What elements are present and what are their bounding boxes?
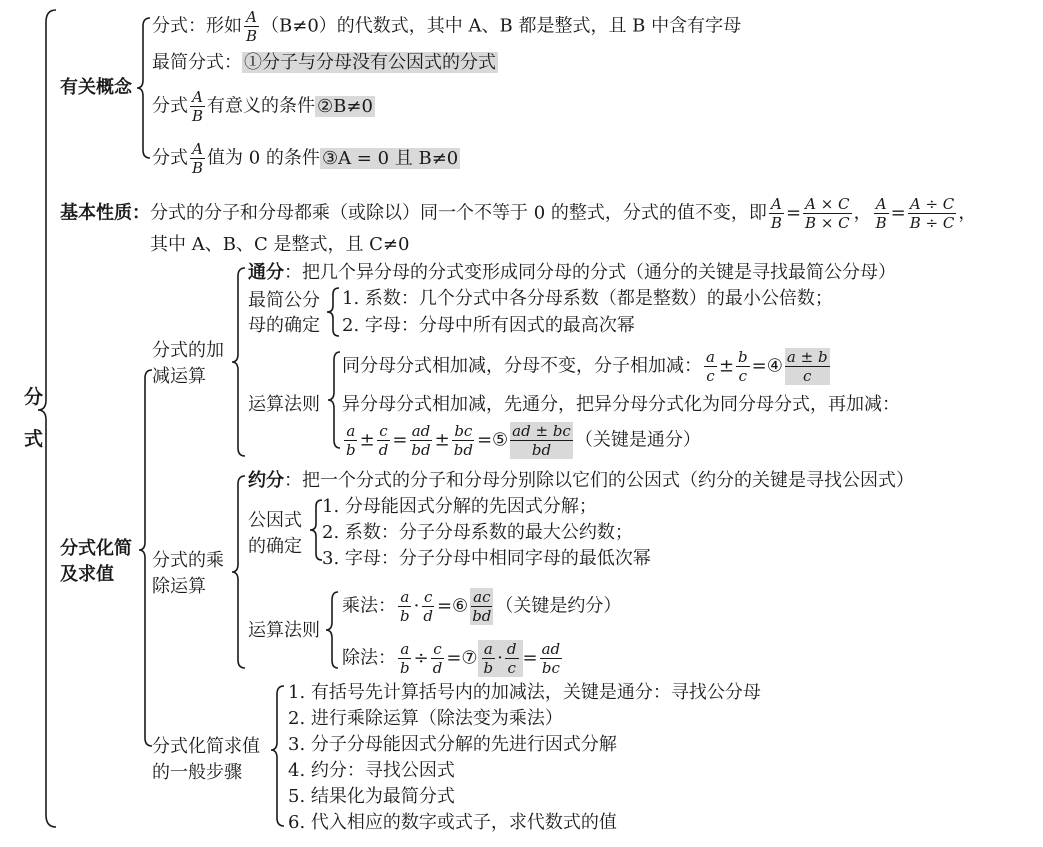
zero-line: [152, 140, 460, 177]
step-item: 2. 进行乘除运算（除法变为乘法）: [288, 708, 563, 729]
muldiv-rule-brace: [326, 592, 338, 668]
simplest-line: [152, 50, 498, 76]
root-label-2: 式: [24, 428, 44, 450]
muldiv-title-1: 分式的乘: [152, 550, 224, 571]
addsub-title-2: 减运算: [152, 366, 206, 387]
zero-answer: ③A = 0 且 B≠0: [321, 147, 459, 169]
meaningful-answer: ②B≠0: [317, 95, 373, 117]
root-brace: [38, 10, 56, 827]
addsub-rule-label: 运算法则: [248, 394, 320, 415]
gcf-brace: [310, 500, 322, 560]
step-item: 1. 有括号先计算括号内的加减法，关键是通分：寻找公分母: [288, 682, 761, 703]
lcd-title-1: 最简公分: [248, 290, 320, 311]
step-item: 3. 分子分母能因式分解的先进行因式分解: [288, 734, 617, 755]
lcd-title-2: 母的确定: [248, 315, 320, 336]
steps-title-1: 分式化简求值: [152, 736, 260, 757]
diff-denominator-text: 异分母分式相加减，先通分，把异分母分式化为同分母分式，再加减：: [342, 394, 900, 415]
diff-answer: $\frac{ad \pm bc}{bd}$: [512, 422, 571, 459]
answer-marker-6: ⑥: [452, 595, 469, 617]
simplest-answer: ①分子与分母没有公因式的分式: [244, 52, 496, 73]
addsub-brace: [232, 268, 245, 456]
lcd-item-2: 2. 字母：分母中所有因式的最高次幂: [342, 315, 635, 336]
muldiv-rule-label: 运算法则: [248, 620, 320, 641]
definition-line: [152, 8, 741, 45]
yuefen-line: [248, 468, 914, 494]
zero-prefix: 分式: [152, 147, 188, 169]
basic-property-line: 基本性质：分式的分子和分母都乘（或除以）同一个不等于 0 的整式，分式的值不变，即 $\frac{A}{B}$ = $\frac{A \times C}{B \times C}$ ， $\frac{A}{B}$ = $\frac{A \div C}{B \div C}$ ，: [60, 195, 977, 232]
addsub-rule-brace: [328, 352, 340, 448]
tongfen-line: [248, 260, 896, 286]
meaningful-fraction: $\frac{A}{B}$: [192, 88, 204, 125]
diff-note: （关键是通分）: [574, 429, 701, 451]
basic-property-title: 基本性质：: [60, 202, 150, 224]
concepts-title: 有关概念: [60, 77, 132, 98]
same-denominator-line: 同分母分式相加减，分母不变，分子相加减： $\frac{a}{c}$ ± $\frac{b}{c}$ =④ $\frac{a \pm b}{c}$: [342, 348, 828, 385]
zero-mid: 值为 0 的条件: [207, 147, 320, 169]
simplify-brace: [139, 370, 152, 746]
gcf-item-3: 3. 字母：分子分母中相同字母的最低次幂: [322, 548, 651, 569]
answer-marker-5: ⑤: [492, 429, 509, 451]
diff-denominator-formula: $\frac{a}{b}$ ± $\frac{c}{d}$ = $\frac{ad}{bd}$ ± $\frac{bc}{bd}$ =⑤ $\frac{ad \pm bc}{bd}$ （关键是通分）: [346, 422, 701, 459]
tongfen-text: ：把几个异分母的分式变形成同分母的分式（通分的关键是寻找最简公分母）: [284, 262, 896, 283]
same-answer: $\frac{a \pm b}{c}$: [786, 348, 828, 385]
basic-property-text: 分式的分子和分母都乘（或除以）同一个不等于 0 的整式，分式的值不变，即: [150, 202, 767, 224]
gcf-title-1: 公因式: [248, 510, 302, 531]
mul-note: （关键是约分）: [495, 595, 622, 617]
gcf-item-1: 1. 分母能因式分解的先因式分解；: [322, 496, 597, 517]
div-formula: 除法： $\frac{a}{b}$ ÷ $\frac{c}{d}$ =⑦ $\frac{a}{b}$ · $\frac{d}{c}$ = $\frac{ad}{bc}$: [342, 640, 561, 677]
div-label: 除法：: [342, 647, 396, 669]
gcf-item-2: 2. 系数：分子分母系数的最大公约数；: [322, 522, 633, 543]
simplest-prefix: 最简分式：: [152, 52, 242, 73]
simplify-title-1: 分式化简: [60, 538, 132, 559]
div-answer: $\frac{a}{b}$ · $\frac{d}{c}$: [478, 640, 523, 677]
addsub-title-1: 分式的加: [152, 340, 224, 361]
answer-marker-7: ⑦: [461, 647, 478, 669]
definition-prefix: 分式：形如: [152, 15, 242, 37]
basic-property-note: 其中 A、B、C 是整式，且 C≠0: [150, 234, 410, 255]
step-item: 4. 约分：寻找公因式: [288, 760, 455, 781]
mul-answer: $\frac{ac}{bd}$: [472, 588, 492, 625]
muldiv-brace: [232, 476, 245, 668]
step-item: 5. 结果化为最简分式: [288, 786, 455, 807]
mul-formula: 乘法： $\frac{a}{b}$ · $\frac{c}{d}$ =⑥ $\frac{ac}{bd}$ （关键是约分）: [342, 588, 622, 625]
definition-fraction: $\frac{A}{B}$: [246, 8, 258, 45]
meaningful-mid: 有意义的条件: [207, 95, 316, 117]
meaningful-line: [152, 88, 375, 125]
concepts-brace: [137, 18, 150, 158]
lcd-brace: [327, 288, 339, 336]
answer-marker-4: ④: [766, 355, 783, 377]
definition-suffix: （B≠0）的代数式，其中 A、B 都是整式，且 B 中含有字母: [261, 15, 742, 37]
simplify-title-2: 及求值: [60, 564, 114, 585]
step-item: 6. 代入相应的数字或式子，求代数式的值: [288, 812, 617, 833]
steps-brace: [271, 686, 284, 826]
root-label-1: 分: [24, 386, 44, 408]
tongfen-label: 通分: [248, 262, 284, 283]
mul-label: 乘法：: [342, 595, 396, 617]
meaningful-prefix: 分式: [152, 95, 188, 117]
same-text: 同分母分式相加减，分母不变，分子相加减：: [342, 355, 702, 377]
zero-fraction: $\frac{A}{B}$: [192, 140, 204, 177]
steps-title-2: 的一般步骤: [152, 762, 242, 783]
gcf-title-2: 的确定: [248, 536, 302, 557]
lcd-item-1: 1. 系数：几个分式中各分母系数（都是整数）的最小公倍数；: [342, 288, 833, 309]
yuefen-text: ：把一个分式的分子和分母分别除以它们的公因式（约分的关键是寻找公因式）: [284, 470, 914, 491]
muldiv-title-2: 除运算: [152, 576, 206, 597]
yuefen-label: 约分: [248, 470, 284, 491]
